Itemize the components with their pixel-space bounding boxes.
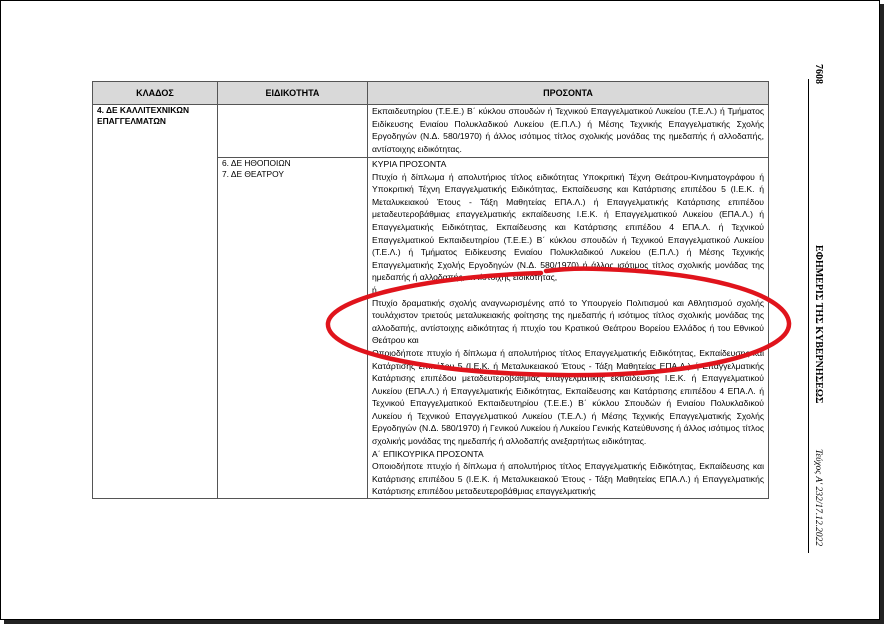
klados-line2: ΕΠΑΓΓΕΛΜΑΤΩΝ bbox=[97, 116, 166, 126]
margin-rule bbox=[808, 79, 809, 553]
prosonta-cell-continued bbox=[368, 105, 769, 158]
header-prosonta: ΠΡΟΣΟΝΤΑ bbox=[368, 82, 769, 105]
qualifications-table bbox=[92, 81, 769, 499]
qualification-paragraph-1: Πτυχίο ή δίπλωμα ή απολυτήριος τίτλος ειδικότητας Υποκριτική Τέχνη Θεάτρου-Κινηματογράφου ή Υποκριτική Τέχνη Επαγγελματικής Ειδικότητας, Εκπαίδευσης και Κατάρτισης επιπέδου 5 (Ι.Ε.Κ. ή Μεταλυκειακού Έτους - Τάξη Μαθητείας ΕΠΑ.Λ.) ή Επαγγελματικής Κατάρτισης επιπέδου μεταδευτεροβάθμιας επαγγελματικής εκπαίδευσης Ι.Ε.Κ. ή Επαγγελματικού Λυκείου (ΕΠΑ.Λ.) ή Επαγγελματικής Ειδικότητας, Εκπαίδευσης και Κατάρτισης επιπέδου 4 ΕΠΑ.Λ. ή Τεχνικού Επαγγελματικού Εκπαιδευτηρίου (Τ.Ε.Ε.) Β΄ κύκλου σπουδών ή Τεχνικού Επαγγελματικού Λυκείου (Τ.Ε.Λ.) ή Τμήματος Ειδίκευσης Ενιαίου Πολυκλαδικού Λυκείου (Ε.Π.Λ.) ή Μέσης Τεχνικής Επαγγελματικής Σχολής Εργοδηγών (Ν.Δ. 580/1970) ή άλλος ισότιμος τίτλος σχολικής μονάδας της ημεδαπής ή αλλοδαπής, αντίστοιχης ειδικότητας, bbox=[372, 171, 764, 283]
table-row bbox=[93, 105, 769, 158]
or-separator: ή bbox=[372, 284, 377, 295]
main-qualifications-heading: ΚΥΡΙΑ ΠΡΟΣΟΝΤΑ bbox=[372, 159, 447, 169]
journal-title: ΕΦΗΜΕΡΙΣ ΤΗΣ ΚΥΒΕΡΝΗΣΕΩΣ bbox=[813, 245, 824, 404]
qualification-paragraph-4: Οποιοδήποτε πτυχίο ή δίπλωμα ή απολυτήριος τίτλος Επαγγελματικής Ειδικότητας, Εκπαίδευσης και Κατάρτισης επιπέδου 5 (Ι.Ε.Κ. ή Μεταλυκειακού Έτους - Τάξη Μαθητείας ΕΠΑ.Λ.) ή Επαγγελματικής Κατάρτισης επιπέδου μεταδευτεροβάθμιας επαγγελματικής bbox=[372, 461, 764, 497]
header-eidikotita: ΕΙΔΙΚΟΤΗΤΑ bbox=[218, 82, 368, 105]
prosonta-cell bbox=[368, 158, 769, 499]
qualification-paragraph-3: Οποιοδήποτε πτυχίο ή δίπλωμα ή απολυτήριος τίτλος Επαγγελματικής Ειδικότητας, Εκπαίδευσης και Κατάρτισης επιπέδου 5 (Ι.Ε.Κ. ή Μεταλυκειακού Έτους - Τάξη Μαθητείας ΕΠΑ.Λ.) ή Επαγγελματικής Κατάρτισης επιπέδου μεταδευτεροβάθμιας επαγγελματικής εκπαίδευσης Ι.Ε.Κ. ή Επαγγελματικού Λυκείου (ΕΠΑ.Λ.) ή Επαγγελματικής Ειδικότητας, Εκπαίδευσης και Κατάρτισης επιπέδου 4 ΕΠΑ.Λ. ή Τεχνικού Επαγγελματικού Εκπαιδευτηρίου (Τ.Ε.Ε.) Β΄ κύκλου Σπουδών ή Ενιαίου Πολυκλαδικού Λυκείου ή Τεχνικού Επαγγελματικού Λυκείου (Τ.Ε.Λ.) ή Μέσης Τεχνικής Επαγγελματικής Σχολής Εργοδηγών (Ν.Δ. 580/1970) ή Γενικού Λυκείου ή Λυκείου Γενικής Κατεύθυνσης ή άλλος ισότιμος τίτλος σχολικής μονάδας της ημεδαπής ή αλλοδαπής ανεξαρτήτως ειδικότητας. bbox=[372, 347, 764, 447]
klados-line1: 4. ΔΕ ΚΑΛΛΙΤΕΧΝΙΚΩΝ bbox=[97, 105, 190, 115]
continued-paragraph: Εκπαιδευτηρίου (Τ.Ε.Ε.) Β΄ κύκλου σπουδών ή Τεχνικού Επαγγελματικού Λυκείου (Τ.Ε.Λ.) ή Τμήματος Ειδίκευσης Ενιαίου Πολυκλαδικού Λυκείου (Ε.Π.Λ.) ή Μέσης Τεχνικής Επαγγελματικής Σχολής Εργοδηγών (Ν.Δ. 580/1970) ή άλλος ισότιμος τίτλος σχολικής μονάδας της ημεδαπής ή αλλοδαπής, αντίστοιχης ειδικότητας. bbox=[372, 106, 764, 154]
page-number: 7608 bbox=[813, 64, 824, 84]
eidikotita-line2: 7. ΔΕ ΘΕΑΤΡΟΥ bbox=[222, 169, 284, 179]
header-klados: ΚΛΑΔΟΣ bbox=[93, 82, 218, 105]
table-header-row bbox=[93, 82, 769, 105]
klados-cell bbox=[93, 105, 218, 499]
issue-info: Τεύχος Α' 232/17.12.2022 bbox=[813, 449, 823, 547]
auxiliary-qualifications-heading: Α΄ ΕΠΙΚΟΥΡΙΚΑ ΠΡΟΣΟΝΤΑ bbox=[372, 448, 484, 459]
eidikotita-line1: 6. ΔΕ ΗΘΟΠΟΙΩΝ bbox=[222, 158, 291, 168]
eidikotita-cell bbox=[218, 158, 368, 499]
eidikotita-cell-empty bbox=[218, 105, 368, 158]
qualification-paragraph-2: Πτυχίο δραματικής σχολής αναγνωρισμένης από το Υπουργείο Πολιτισμού και Αθλητισμού σχολής τουλάχιστον τριετούς μεταλυκειακής φοίτησης της ημεδαπής ή ισότιμος τίτλος σχολικής μονάδας της αλλοδαπής, αντίστοιχης ειδικότητας ή πτυχίο του Κρατικού Θεάτρου Βορείου Ελλάδος ή του Εθνικού Θεάτρου και bbox=[372, 297, 764, 346]
